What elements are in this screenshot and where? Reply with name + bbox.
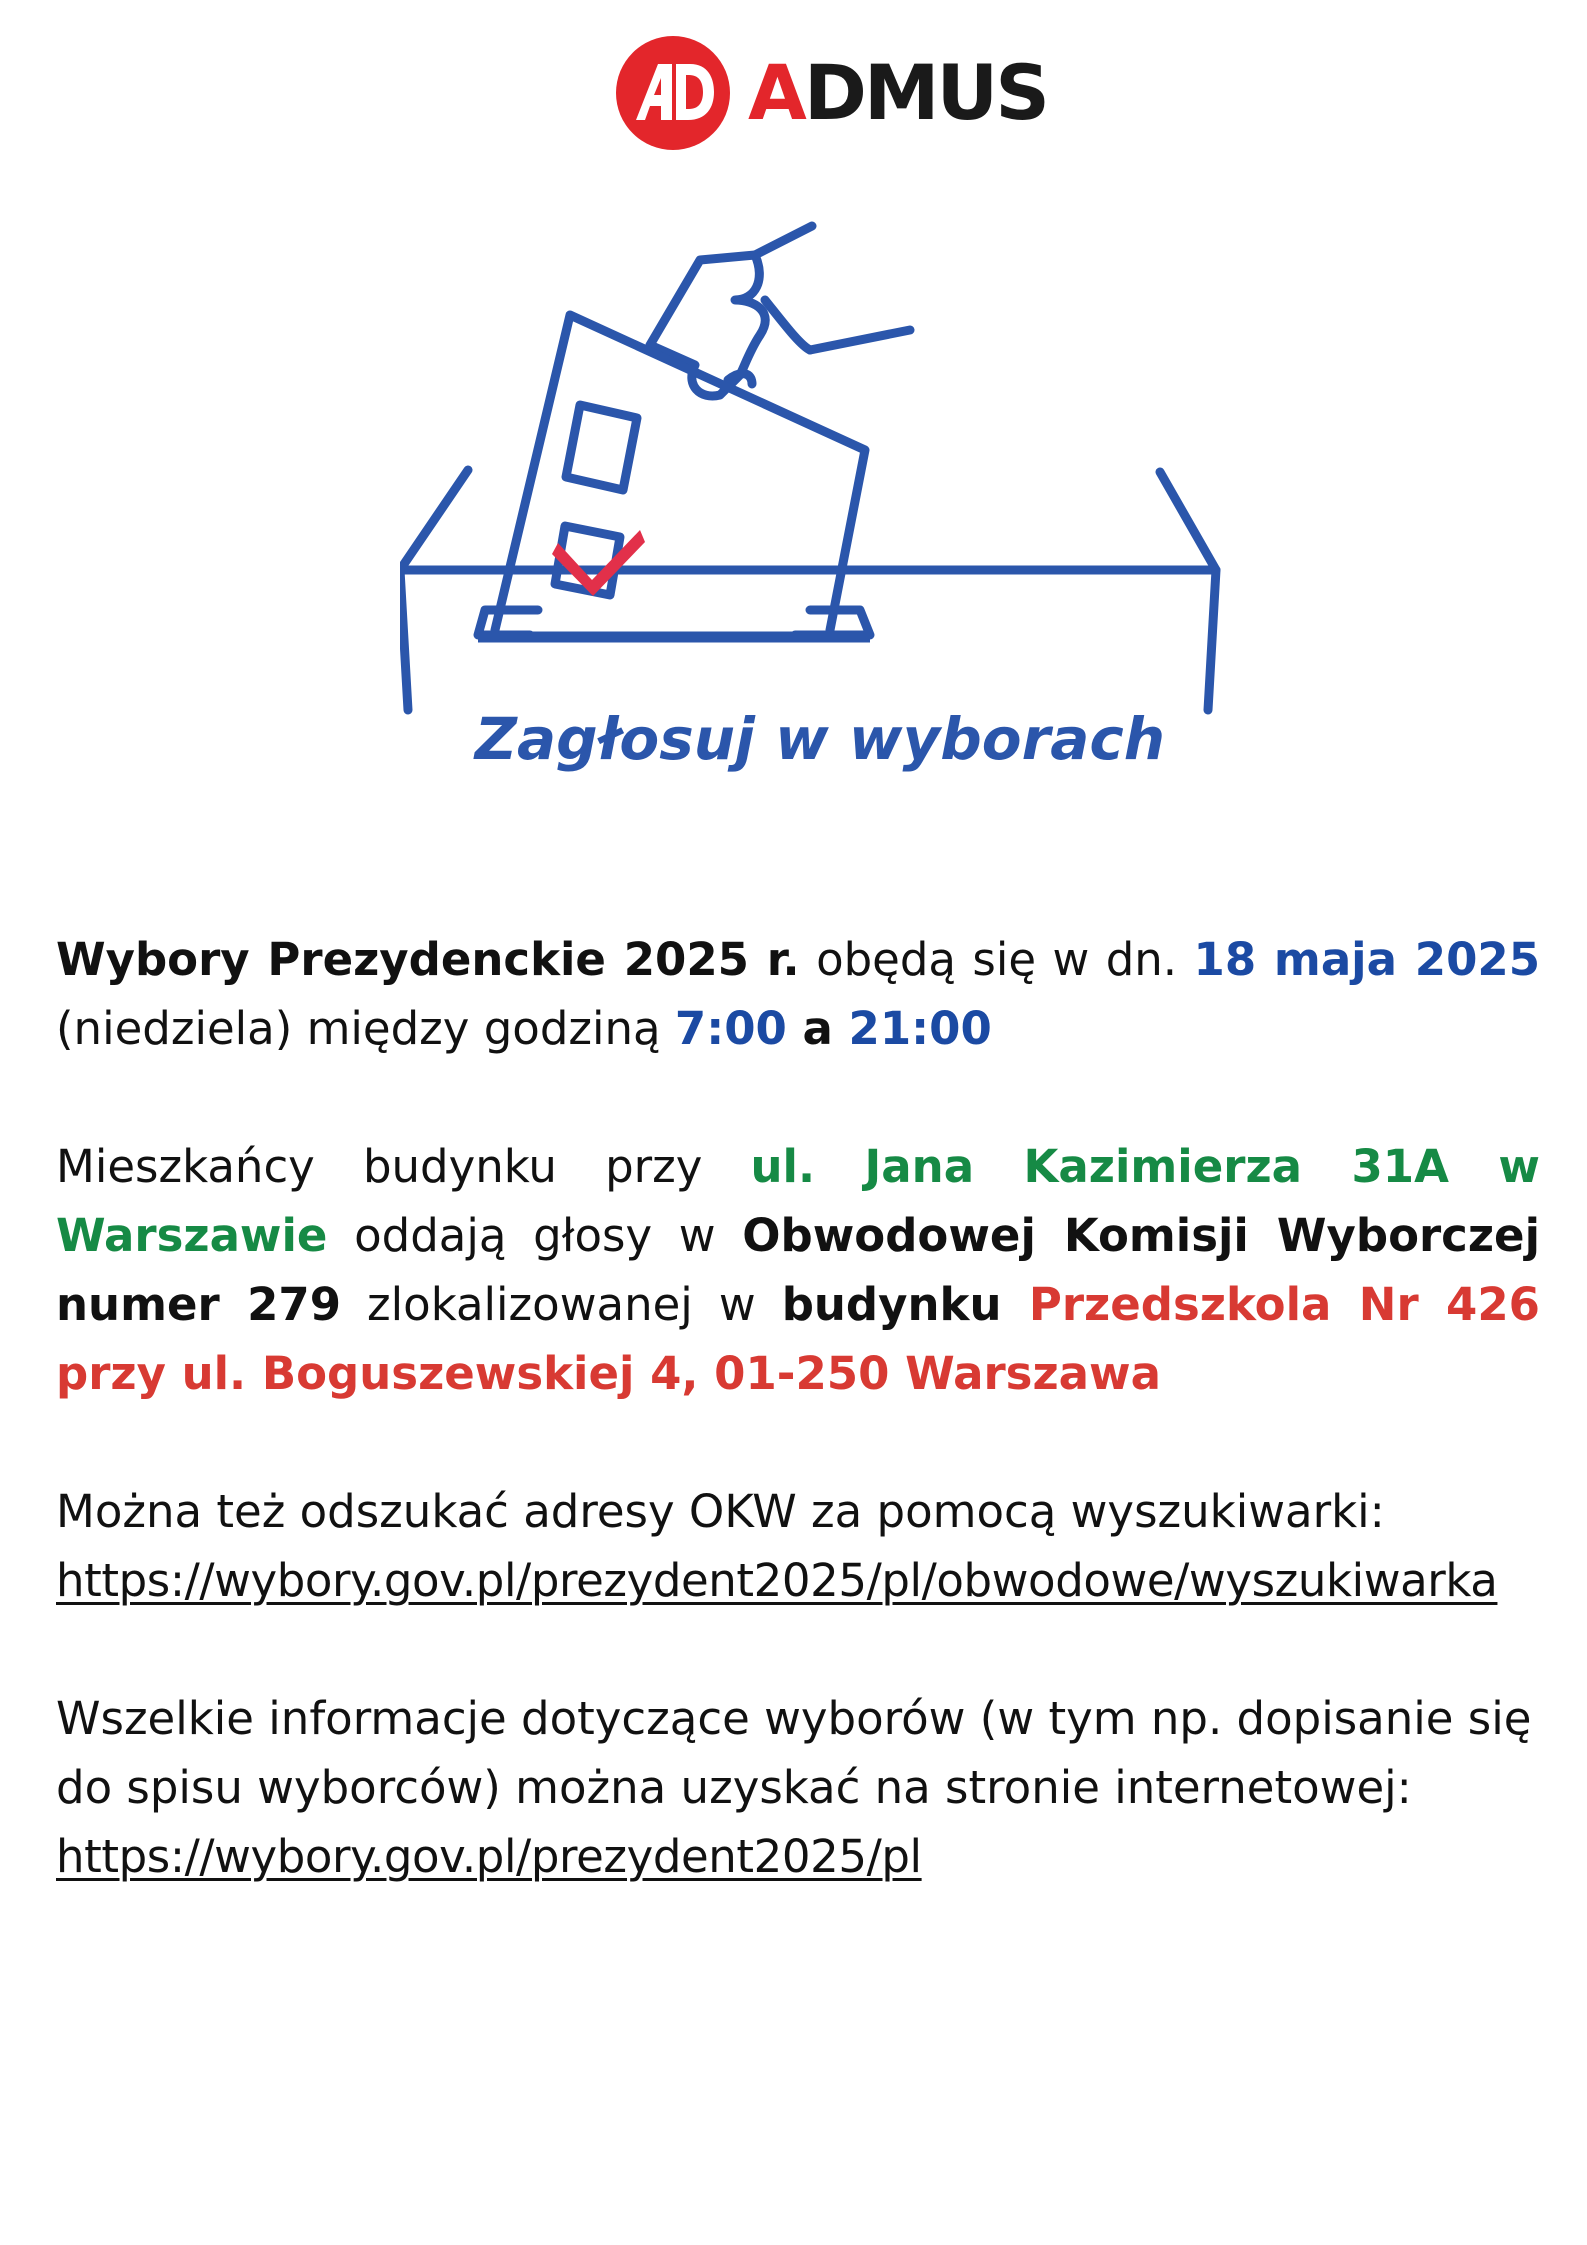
search-paragraph [56,1477,1540,1615]
polling-station-paragraph [56,1132,1540,1408]
brand-wordmark [748,38,1047,148]
located-text: zlokalizowanej w [341,1278,782,1331]
search-text: Można też odszukać adresy OKW za pomocą wyszukiwarki: [56,1485,1385,1538]
admus-logo [614,34,1047,152]
info-paragraph [56,1684,1540,1891]
polling-location: Przedszkola Nr 426 przy ul. Boguszewskiej 4, 01-250 Warszawa [56,1278,1540,1400]
vote-text: oddają głosy w [327,1209,743,1262]
admus-logo-mark-icon [614,34,732,152]
election-text-b: (niedziela) między godziną [56,1002,675,1055]
brand-rest: DMUS [803,48,1047,137]
vote-illustration [400,200,1240,800]
info-link[interactable]: https://wybory.gov.pl/prezydent2025/pl [56,1830,922,1883]
election-date: 18 maja 2025 [1193,933,1540,986]
slogan: Zagłosuj w wyborach [474,705,1166,773]
election-title: Wybory Prezydenckie 2025 r. [56,933,800,986]
building-label: budynku [781,1278,1002,1331]
brand-first-letter: A [748,48,804,137]
residents-text: Mieszkańcy budynku przy [56,1140,751,1193]
building-address: ul. Jana Kazimierza 31A w Warszawie [56,1140,1540,1262]
commission-name: Obwodowej Komisji Wyborczej numer 279 [56,1209,1540,1331]
search-link[interactable]: https://wybory.gov.pl/prezydent2025/pl/obwodowe/wyszukiwarka [56,1554,1498,1607]
time-start: 7:00 [674,1002,787,1055]
time-end: 21:00 [848,1002,992,1055]
announcement-text [56,925,1540,1960]
election-text-a: obędą się w dn. [799,933,1194,986]
time-connector: a [786,1002,849,1055]
election-date-paragraph [56,925,1540,1063]
info-text: Wszelkie informacje dotyczące wyborów (w tym np. dopisanie się do spisu wyborców) można uzyskać na stronie internetowej: [56,1692,1532,1814]
